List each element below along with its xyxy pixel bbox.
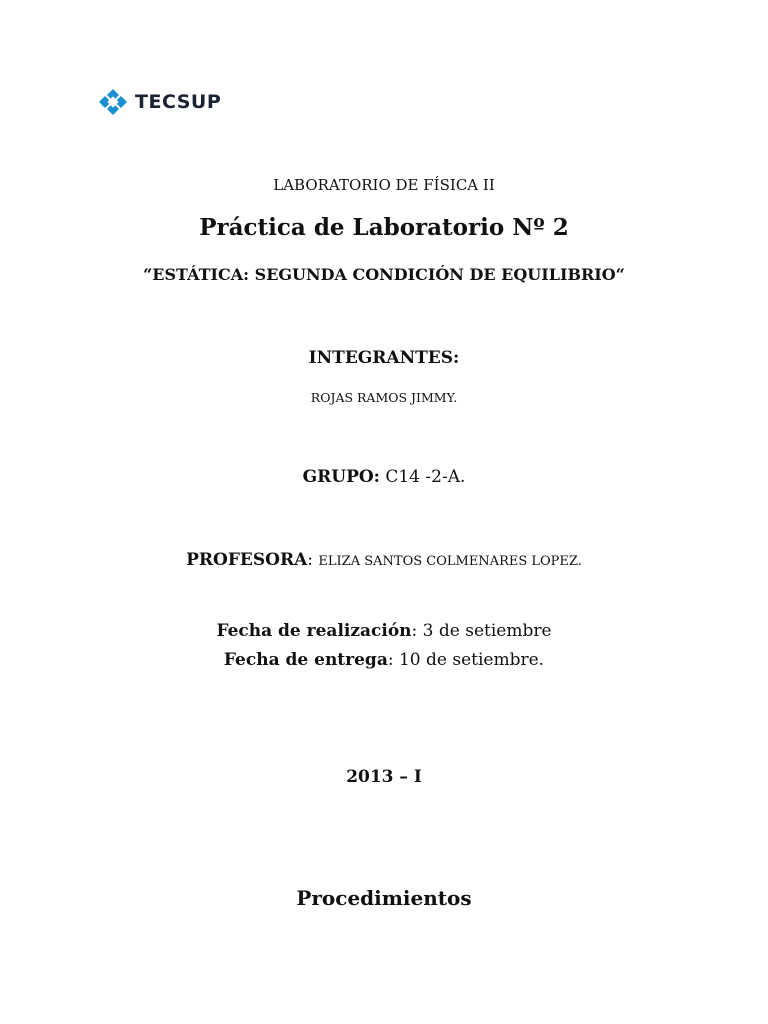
member-name: ROJAS RAMOS JIMMY. <box>310 390 458 405</box>
group-value: C14 -2-A. <box>379 467 466 487</box>
tecsup-logo-icon <box>95 88 131 116</box>
delivery-date-line <box>0 650 768 670</box>
members-heading: INTEGRANTES: <box>308 348 460 368</box>
realization-date-label: Fecha de realización <box>216 621 412 641</box>
professor-line <box>0 550 768 570</box>
term: 2013 – I <box>346 767 422 787</box>
realization-date-value: : 3 de setiembre <box>411 621 552 641</box>
practice-title: Práctica de Laboratorio Nº 2 <box>199 214 569 241</box>
delivery-date-label: Fecha de entrega <box>223 650 388 670</box>
realization-date-line <box>0 621 768 641</box>
group-line <box>0 467 768 487</box>
delivery-date-value: : 10 de setiembre. <box>387 650 545 670</box>
professor-label: PROFESORA <box>186 550 308 570</box>
group-label: GRUPO: <box>302 467 380 487</box>
professor-separator: : <box>307 550 319 570</box>
professor-name: ELIZA SANTOS COLMENARES LOPEZ. <box>318 554 582 569</box>
tecsup-logo <box>95 87 221 117</box>
practice-subtitle: “ESTÁTICA: SEGUNDA CONDICIÓN DE EQUILIBRIO“ <box>143 265 625 284</box>
logo-text: TECSUP <box>135 91 222 113</box>
course-name: LABORATORIO DE FÍSICA II <box>273 176 495 194</box>
section-heading: Procedimientos <box>296 886 472 910</box>
